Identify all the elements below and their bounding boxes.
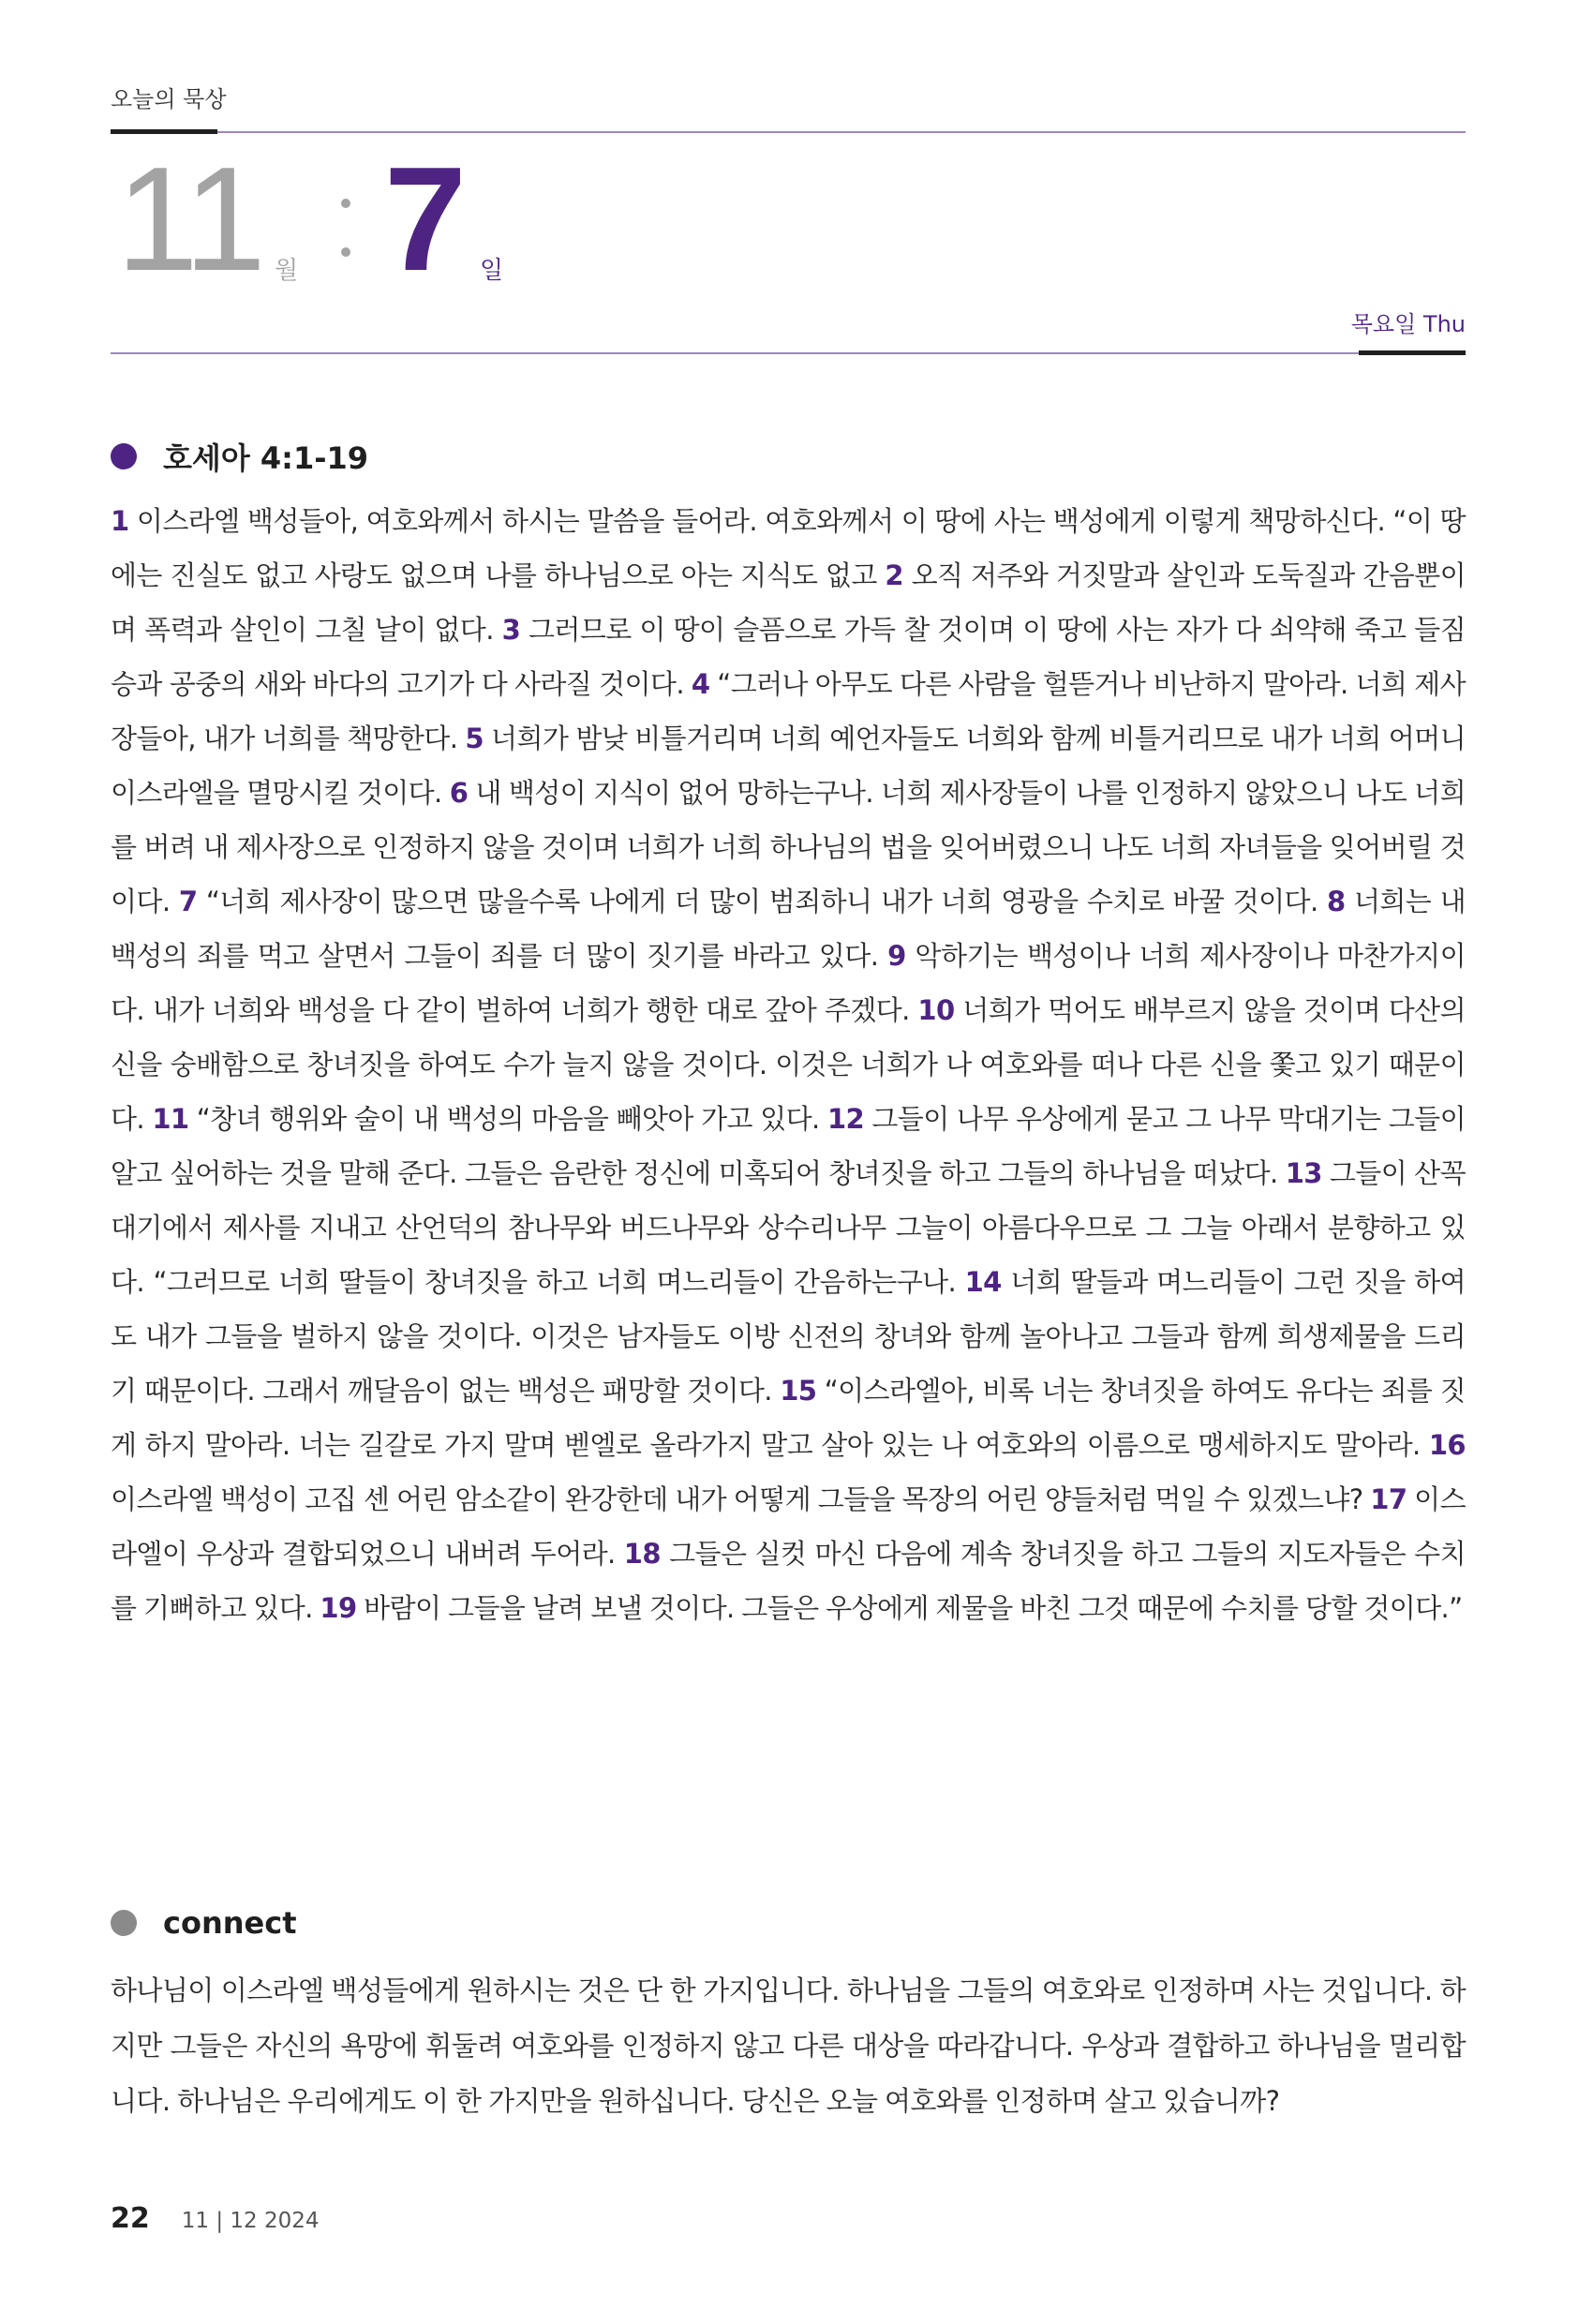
date-rule	[111, 352, 1466, 354]
verse-number: 7	[178, 886, 198, 917]
scripture-text	[111, 494, 1466, 1635]
verse-text: 내 백성이 지식이 없어 망하는구나. 너희 제사장들이 나를 인정하지 않았으니 나도 너희를 버려 내 제사장으로 인정하지 않을 것이며 너희가 너희 하나님의 법을 잊어버렸으니 나도 너희 자녀들을 잊어버릴 것이다.	[111, 777, 1466, 917]
date-day: 7	[384, 137, 467, 302]
date-month: 11	[116, 137, 263, 302]
verse-text: “너희 제사장이 많으면 많을수록 나에게 더 많이 범죄하니 내가 너희 영광을 수치로 바꿀 것이다.	[197, 886, 1327, 917]
verse-text: 그들이 나무 우상에게 묻고 그 나무 막대기는 그들이 알고 싶어하는 것을 말해 준다. 그들은 음란한 정신에 미혹되어 창녀짓을 하고 그들의 하나님을 떠났다.	[111, 1103, 1466, 1189]
verse-number: 9	[887, 940, 906, 972]
date-month-unit: 월	[275, 257, 299, 285]
verse-number: 1	[111, 505, 129, 537]
verse-number: 18	[623, 1538, 661, 1570]
verse-text: “이스라엘아, 비록 너는 창녀짓을 하여도 유다는 죄를 짓게 하지 말아라. 너는 길갈로 가지 말며 벧엘로 올라가지 말고 살아 있는 나 여호와의 이름으로 맹세하지도 말아라.	[111, 1375, 1466, 1461]
verse-number: 15	[780, 1375, 817, 1407]
verse-text: 너희 딸들과 며느리들이 그런 짓을 하여도 내가 그들을 벌하지 않을 것이다. 이것은 남자들도 이방 신전의 창녀와 함께 놀아나고 그들과 함께 희생제물을 드리기 때문이다. 그래서 깨달음이 없는 백성은 패망할 것이다.	[111, 1266, 1466, 1407]
scripture-heading	[111, 435, 368, 478]
page-number: 22	[111, 2202, 150, 2235]
verse-number: 2	[885, 559, 903, 591]
section-label: 오늘의 묵상	[111, 86, 227, 112]
date-day-unit: 일	[480, 257, 504, 285]
verse-text: 그러므로 이 땅이 슬픔으로 가득 찰 것이며 이 땅에 사는 자가 다 쇠약해 죽고 들짐승과 공중의 새와 바다의 고기가 다 사라질 것이다.	[111, 614, 1466, 700]
top-rule	[111, 131, 1466, 133]
issue-date: 11 | 12 2024	[181, 2209, 320, 2233]
bullet-icon	[111, 1910, 137, 1936]
verse-number: 8	[1326, 886, 1346, 917]
date-separator	[341, 199, 350, 257]
scripture-reference: 호세아 4:1-19	[163, 440, 369, 476]
verse-text: 너희는 내 백성의 죄를 먹고 살면서 그들이 죄를 더 많이 짓기를 바라고 있다.	[111, 886, 1466, 972]
verse-number: 5	[465, 723, 484, 754]
top-rule-accent	[111, 129, 217, 134]
connect-title: connect	[163, 1905, 297, 1941]
verse-text: 그들은 실컷 마신 다음에 계속 창녀짓을 하고 그들의 지도자들은 수치를 기뻐하고 있다.	[111, 1538, 1466, 1624]
weekday: 목요일 Thu	[1350, 311, 1466, 337]
verse-number: 6	[449, 777, 469, 809]
verse-text: 너희가 먹어도 배부르지 않을 것이며 다산의 신을 숭배함으로 창녀짓을 하여도 수가 늘지 않을 것이다. 이것은 너희가 나 여호와를 떠나 다른 신을 쫓고 있기 때문이다.	[111, 994, 1466, 1135]
footer	[111, 2202, 320, 2235]
bullet-icon	[111, 443, 137, 469]
verse-text: 이스라엘 백성이 고집 센 어린 암소같이 완강한데 내가 어떻게 그들을 목장의 어린 양들처럼 먹일 수 있겠느냐?	[111, 1483, 1371, 1515]
verse-text: 이스라엘이 우상과 결합되었으니 내버려 두어라.	[111, 1483, 1466, 1570]
verse-text: 악하기는 백성이나 너희 제사장이나 마찬가지이다. 내가 너희와 백성을 다 같이 벌하여 너희가 행한 대로 갚아 주겠다.	[111, 940, 1466, 1026]
connect-text: 하나님이 이스라엘 백성들에게 원하시는 것은 단 한 가지입니다. 하나님을 그들의 여호와로 인정하며 사는 것입니다. 하지만 그들은 자신의 욕망에 휘둘려 여호와를 인정하지 않고 다른 대상을 따라갑니다. 우상과 결합하고 하나님을 멀리합니다. 하나님은 우리에게도 이 한 가지만을 원하십니다. 당신은 오늘 여호와를 인정하며 살고 있습니까?	[111, 1974, 1466, 2117]
verse-number: 10	[917, 994, 955, 1026]
verse-number: 16	[1428, 1429, 1466, 1461]
verse-text: 이스라엘 백성들아, 여호와께서 하시는 말씀을 들어라. 여호와께서 이 땅에 사는 백성에게 이렇게 책망하신다. “이 땅에는 진실도 없고 사랑도 없으며 나를 하나님으로 아는 지식도 없고	[111, 505, 1466, 591]
verse-number: 3	[501, 614, 521, 646]
verse-text: 오직 저주와 거짓말과 살인과 도둑질과 간음뿐이며 폭력과 살인이 그칠 날이 없다.	[111, 559, 1466, 646]
date-rule-accent	[1359, 350, 1466, 355]
verse-number: 13	[1285, 1157, 1322, 1189]
verse-number: 4	[691, 668, 710, 700]
verse-number: 11	[152, 1103, 189, 1135]
verse-text: 바람이 그들을 날려 보낼 것이다. 그들은 우상에게 제물을 바친 그것 때문에 수치를 당할 것이다.”	[356, 1592, 1463, 1624]
verse-text: “그러나 아무도 다른 사람을 헐뜯거나 비난하지 말아라. 너희 제사장들아, 내가 너희를 책망한다.	[111, 668, 1466, 754]
verse-number: 12	[826, 1103, 865, 1135]
verse-text: 너희가 밤낮 비틀거리며 너희 예언자들도 너희와 함께 비틀거리므로 내가 너희 어머니 이스라엘을 멸망시킬 것이다.	[111, 723, 1466, 809]
verse-number: 19	[320, 1592, 357, 1624]
verse-text: “창녀 행위와 술이 내 백성의 마음을 빼앗아 가고 있다.	[188, 1103, 827, 1135]
verse-number: 17	[1370, 1483, 1407, 1515]
connect-heading	[111, 1905, 296, 1941]
verse-text: 그들이 산꼭대기에서 제사를 지내고 산언덕의 참나무와 버드나무와 상수리나무 그늘이 아름다우므로 그 그늘 아래서 분향하고 있다. “그러므로 너희 딸들이 창녀짓을 하고 너희 며느리들이 간음하는구나.	[111, 1157, 1466, 1298]
verse-number: 14	[964, 1266, 1002, 1298]
